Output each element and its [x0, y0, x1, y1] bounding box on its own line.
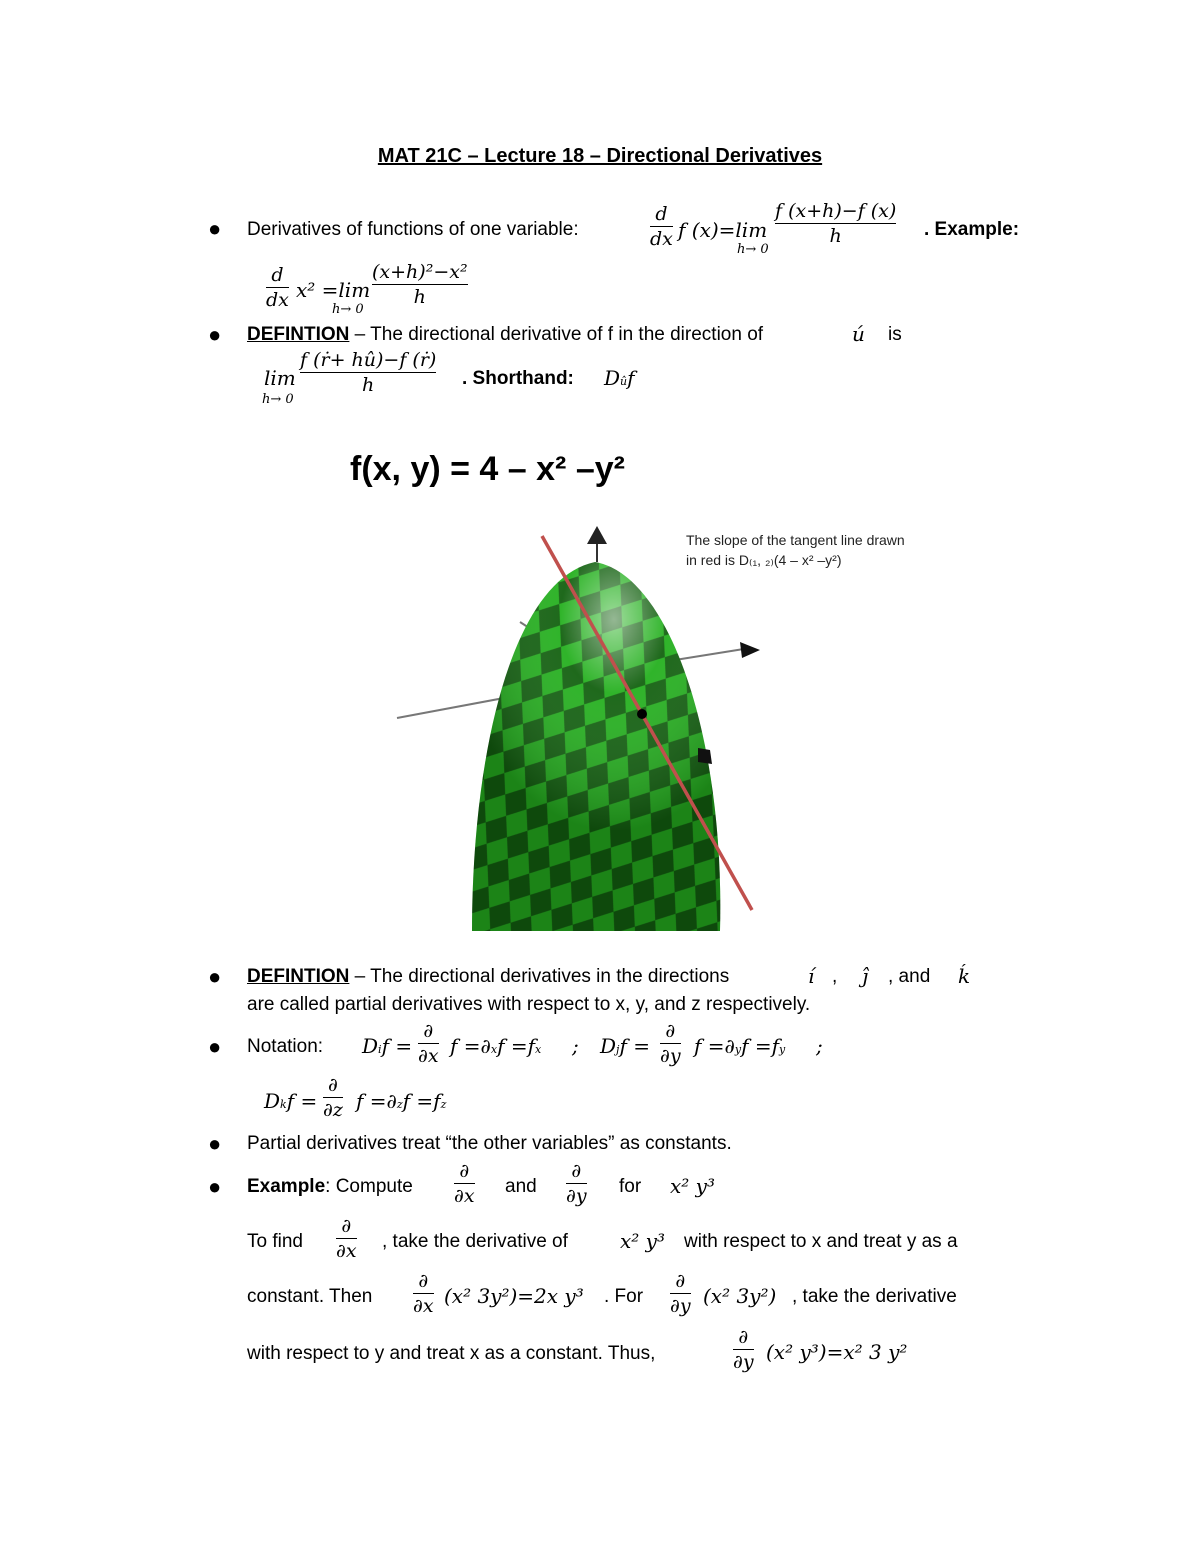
b4-rest3b-sub: z — [440, 1098, 447, 1111]
b6-line3-partial-x-den: ∂x — [413, 1295, 434, 1317]
frac-bar — [733, 1349, 754, 1350]
frac-bar — [418, 1043, 439, 1044]
b4-eq1: f = — [381, 1034, 413, 1058]
b4-rest3-b: f =f — [402, 1089, 441, 1113]
b6-line4a: with respect to y and treat x as a constant. Thus, — [247, 1343, 656, 1364]
y-axis-arrowhead — [740, 642, 760, 658]
b6-line3-expr: (x² 3y²)=2x y³ — [444, 1284, 584, 1308]
b4-rest1b-sub: x — [535, 1043, 542, 1056]
b6-line2-partial-den: ∂x — [336, 1240, 357, 1262]
b1-d: d — [655, 203, 668, 225]
b1-ex-frac-den: h — [413, 286, 426, 308]
b2-numerator: f (ṙ+ hû)−f (ṙ) — [300, 349, 437, 371]
b2-line — [247, 324, 763, 346]
b4-dj-sub: j — [616, 1043, 620, 1056]
tangent-point — [637, 709, 647, 719]
b4-partial-z — [323, 1074, 343, 1121]
b6-line4-expr: (x² y³)=x² 3 y² — [766, 1340, 908, 1364]
b4-di — [362, 1034, 412, 1058]
b6-partial-y-num: ∂ — [571, 1160, 582, 1182]
b6-partial-x-num: ∂ — [459, 1160, 470, 1182]
b6-line2-expr: x² y³ — [620, 1229, 665, 1253]
b6-line2b: , take the derivative of — [382, 1231, 568, 1252]
b1-denominator: h — [829, 225, 842, 247]
b4-partial-z-den: ∂z — [323, 1099, 343, 1121]
b4-dk-sub: k — [280, 1098, 287, 1111]
b4-rest3-sub: z — [396, 1098, 403, 1111]
b6-partial-x-den: ∂x — [454, 1185, 475, 1207]
b1-example: . Example: — [924, 219, 1020, 240]
b6-line3-expr2: (x² 3y²) — [703, 1284, 777, 1308]
b3-k: ḱ — [958, 964, 971, 988]
b4-rest3 — [356, 1089, 446, 1113]
frac-bar — [566, 1183, 587, 1184]
b2-shorthand-sub: û — [620, 375, 628, 388]
b6-partial-y-den: ∂y — [566, 1185, 587, 1207]
bullet-2: ● — [208, 322, 222, 347]
b2-lim: lim — [264, 366, 296, 390]
b4-label: Notation: — [247, 1036, 324, 1057]
b4-rest2-sub: y — [734, 1043, 742, 1056]
frac-bar — [323, 1097, 343, 1098]
b6-line3-partial-y-den: ∂y — [670, 1295, 691, 1317]
frac-bar — [266, 287, 289, 288]
b3-i: í — [808, 964, 815, 988]
b2-shorthand-f: f — [627, 366, 635, 390]
b3-line — [247, 966, 729, 988]
b4-rest2-b: f =f — [741, 1034, 779, 1058]
b6-expr: x² y³ — [670, 1174, 715, 1198]
bullet-5: ● — [208, 1131, 222, 1156]
b4-partial-y — [660, 1020, 681, 1067]
b3-and: , and — [888, 966, 931, 987]
b6-line3-partial-y-num: ∂ — [675, 1270, 686, 1292]
caption-line-2: in red is D₍₁, ₂₎(4 – x² –y²) — [686, 552, 842, 568]
b1-text: Derivatives of functions of one variable: — [247, 219, 579, 240]
b2-u-symbol: ú — [852, 322, 865, 346]
b1-numerator: f (x+h)−f (x) — [775, 200, 897, 222]
b4-partial-y-num: ∂ — [665, 1020, 676, 1042]
b4-partial-x — [418, 1020, 439, 1067]
b5-text: Partial derivatives treat “the other variables” as constants. — [247, 1133, 732, 1154]
paraboloid-surface — [460, 550, 740, 935]
b6-line2-partial-x — [336, 1215, 357, 1262]
b1-ex-body: x² =lim — [296, 278, 371, 302]
b3-comma: , — [832, 966, 838, 987]
b4-rest1 — [450, 1034, 541, 1058]
b6-text: : Compute — [325, 1176, 413, 1197]
b4-dk-d: D — [264, 1089, 281, 1113]
frac-bar — [775, 223, 896, 224]
b4-rest1-a: f =∂ — [450, 1034, 491, 1058]
z-axis-arrowhead — [587, 526, 607, 544]
b4-partial-x-den: ∂x — [418, 1045, 439, 1067]
b2-lim-sub: h→ 0 — [262, 392, 294, 407]
b4-partial-z-num: ∂ — [328, 1074, 338, 1096]
page-title: MAT 21C – Lecture 18 – Directional Derivatives — [377, 145, 823, 167]
b2-shorthand: . Shorthand: — [462, 368, 574, 389]
b6-example-label: Example — [247, 1176, 326, 1197]
b4-rest2-a: f =∂ — [694, 1034, 735, 1058]
b6-line3-partial-x — [413, 1270, 434, 1317]
b2-denominator: h — [362, 374, 375, 396]
b2-quotient — [300, 349, 436, 396]
b4-dj-d: D — [600, 1034, 617, 1058]
b6-partial-y — [566, 1160, 587, 1207]
b6-line2a: To find — [247, 1231, 303, 1252]
b2-text: – The directional derivative of f in the direction of — [349, 324, 764, 345]
b4-rest2b-sub: y — [779, 1043, 786, 1056]
b6-line3a: constant. Then — [247, 1286, 373, 1307]
frac-bar — [300, 372, 436, 373]
b4-partial-x-num: ∂ — [423, 1020, 434, 1042]
b1-difference-quotient — [775, 200, 896, 247]
b6-and: and — [505, 1176, 537, 1197]
frac-bar — [336, 1238, 357, 1239]
b6-line1 — [247, 1176, 413, 1198]
b6-line3-partial-x-num: ∂ — [418, 1270, 429, 1292]
frac-bar — [454, 1183, 475, 1184]
b4-rest1-b: f =f — [497, 1034, 535, 1058]
frac-bar — [650, 226, 673, 227]
b4-dk — [264, 1089, 317, 1113]
bullet-4: ● — [208, 1034, 222, 1059]
caption-line-1: The slope of the tangent line drawn — [686, 532, 905, 548]
b2-is: is — [888, 324, 902, 345]
b1-ex-dx: dx — [266, 289, 289, 311]
b6-line3c: , take the derivative — [792, 1286, 957, 1307]
b2-definition-word: DEFINTION — [247, 324, 350, 345]
b6-for: for — [619, 1176, 642, 1197]
b3-j: ĵ — [862, 964, 869, 988]
frac-bar — [372, 284, 468, 285]
b1-ddx — [650, 203, 673, 250]
b6-partial-x — [454, 1160, 475, 1207]
b4-dj — [600, 1034, 650, 1058]
b4-semicolon-1: ; — [572, 1034, 579, 1058]
bullet-1: ● — [208, 216, 222, 241]
b2-shorthand-d: D — [604, 366, 621, 390]
b4-di-d: D — [362, 1034, 379, 1058]
b6-line4-partial-y — [733, 1326, 754, 1373]
frac-bar — [670, 1293, 691, 1294]
b2-shorthand-expr — [604, 366, 635, 390]
b1-ex-ddx — [266, 264, 289, 311]
b4-eq2: f = — [619, 1034, 650, 1058]
b6-line2-partial-num: ∂ — [341, 1215, 352, 1237]
b3-definition-word: DEFINTION — [247, 966, 350, 987]
b4-semicolon-2: ; — [816, 1034, 823, 1058]
b1-ex-frac-num: (x+h)²−x² — [372, 261, 468, 283]
paraboloid-figure — [380, 520, 780, 935]
b4-rest1-sub: x — [490, 1043, 498, 1056]
b1-ex-lim-sub: h→ 0 — [332, 302, 364, 317]
bullet-3: ● — [208, 964, 222, 989]
b1-ex-d: d — [271, 264, 284, 286]
frac-bar — [413, 1293, 434, 1294]
bullet-6: ● — [208, 1174, 222, 1199]
b1-formula-lhs: f (x)=lim — [678, 218, 768, 242]
y-axis-right — [675, 648, 750, 660]
b6-line4-partial-y-den: ∂y — [733, 1351, 754, 1373]
b6-line2c: with respect to x and treat y as a — [684, 1231, 958, 1252]
b4-di-sub: i — [378, 1043, 382, 1056]
b4-rest2 — [694, 1034, 785, 1058]
figure-heading: f(x, y) = 4 – x² –y² — [350, 450, 625, 488]
b6-line3-partial-y — [670, 1270, 691, 1317]
b1-dx: dx — [650, 228, 673, 250]
b3-line2: are called partial derivatives with respect to x, y, and z respectively. — [247, 994, 811, 1015]
frac-bar — [660, 1043, 681, 1044]
x-axis-arrowhead — [698, 748, 712, 764]
b3-text: – The directional derivatives in the directions — [349, 966, 730, 987]
b6-line3b: . For — [604, 1286, 644, 1307]
b4-rest3-a: f =∂ — [356, 1089, 397, 1113]
b4-eq3: f = — [286, 1089, 318, 1113]
b1-lim-sub: h→ 0 — [737, 242, 769, 257]
b6-line4-partial-y-num: ∂ — [738, 1326, 749, 1348]
b1-ex-quotient — [372, 261, 468, 308]
b4-partial-y-den: ∂y — [660, 1045, 681, 1067]
